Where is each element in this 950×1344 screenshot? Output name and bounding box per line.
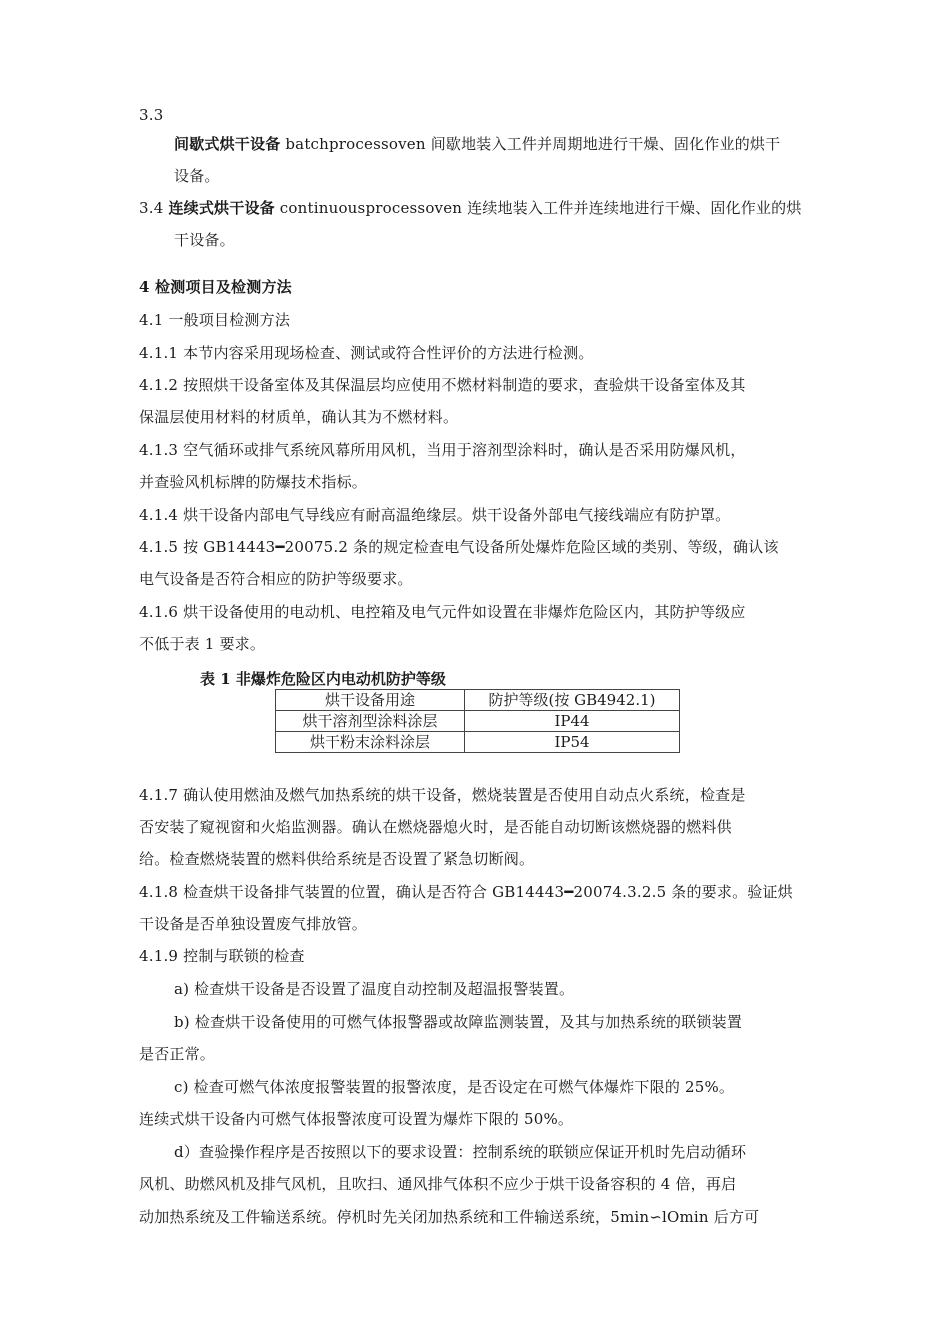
table-1 [275,689,680,753]
clause-3-4-number: 3.4 [139,199,169,217]
clause-4-1-9-heading: 4.1.9 控制与联锁的检查 [139,947,305,965]
clause-3-4-term: 连续式烘干设备 [168,199,275,217]
clause-4-1-7-line-1: 4.1.7 确认使用燃油及燃气加热系统的烘干设备，燃烧装置是否使用自动点火系统，检查是 [139,786,746,804]
clause-4-1-9-item-d-line-1: d）查验操作程序是否按照以下的要求设置：控制系统的联锁应保证开机时先启动循环 [174,1143,747,1161]
clause-4-1-5-line-2: 电气设备是否符合相应的防护等级要求。 [139,570,413,588]
clause-4-1-8-line-1: 4.1.8 检查烘干设备排气装置的位置，确认是否符合 GB14443━20074.3.2.5 条的要求。验证烘 [139,883,793,901]
clause-4-1-1: 4.1.1 本节内容采用现场检查、测试或符合性评价的方法进行检测。 [139,344,594,362]
clause-4-1-2-line-1: 4.1.2 按照烘干设备室体及其保温层均应使用不燃材料制造的要求，查验烘干设备室体及其 [139,376,746,394]
clause-4-1-3-line-2: 并查验风机标牌的防爆技术指标。 [139,473,368,491]
clause-4-1-6-line-2: 不低于表 1 要求。 [139,635,266,653]
clause-4-1-9-item-d-line-2: 风机、助燃风机及排气风机，且吹扫、通风排气体积不应少于烘干设备容积的 4 倍，再启 [139,1175,737,1193]
section-4-1-heading: 4.1 一般项目检测方法 [139,311,291,329]
clause-4-1-9-item-c-line-1: c) 检查可燃气体浓度报警装置的报警浓度，是否设定在可燃气体爆炸下限的 25%。 [174,1078,735,1096]
clause-3-4-text: continuousprocessoven 连续地装入工件并连续地进行干燥、固化作业的烘 [274,199,802,217]
clause-4-1-9-item-d-line-3: 动加热系统及工件输送系统。停机时先关闭加热系统和工件输送系统，5min∽lOmin 后方可 [139,1208,760,1226]
clause-4-1-9-item-c-line-2: 连续式烘干设备内可燃气体报警浓度可设置为爆炸下限的 50%。 [139,1110,574,1128]
clause-3-4-line-2: 干设备。 [174,231,235,249]
table-1-caption: 表 1 非爆炸危险区内电动机防护等级 [200,670,446,688]
table-header-row [276,690,680,711]
table-cell: IP44 [465,711,680,732]
table-header-cell: 防护等级(按 GB4942.1) [465,690,680,711]
clause-4-1-4: 4.1.4 烘干设备内部电气导线应有耐高温绝缘层。烘干设备外部电气接线端应有防护罩。 [139,506,731,524]
table-row [276,732,680,753]
table-cell: IP54 [465,732,680,753]
clause-4-1-9-item-b-line-2: 是否正常。 [139,1045,216,1063]
clause-4-1-5-line-1: 4.1.5 按 GB14443━20075.2 条的规定检查电气设备所处爆炸危险区域的类别、等级，确认该 [139,538,779,556]
clause-4-1-8-line-2: 干设备是否单独设置废气排放管。 [139,915,368,933]
clause-4-1-7-line-2: 否安装了窥视窗和火焰监测器。确认在燃烧器熄火时，是否能自动切断该燃烧器的燃料供 [139,818,732,836]
table-header-cell: 烘干设备用途 [276,690,465,711]
clause-3-3-term: 间歇式烘干设备 [174,135,281,153]
clause-4-1-6-line-1: 4.1.6 烘干设备使用的电动机、电控箱及电气元件如设置在非爆炸危险区内，其防护等级应 [139,603,746,621]
clause-4-1-2-line-2: 保温层使用材料的材质单，确认其为不燃材料。 [139,408,459,426]
table-row [276,711,680,732]
clause-3-3-line-1 [174,134,780,154]
section-4-heading: 4 检测项目及检测方法 [139,278,292,296]
clause-4-1-9-item-a: a) 检查烘干设备是否设置了温度自动控制及超温报警装置。 [174,980,575,998]
clause-4-1-3-line-1: 4.1.3 空气循环或排气系统风幕所用风机，当用于溶剂型涂料时，确认是否采用防爆风机， [139,441,746,459]
clause-3-3-number: 3.3 [139,106,164,124]
table-cell: 烘干粉末涂料涂层 [276,732,465,753]
clause-3-4-line-1 [139,198,802,218]
table-cell: 烘干溶剂型涂料涂层 [276,711,465,732]
clause-4-1-7-line-3: 给。检查燃烧装置的燃料供给系统是否设置了紧急切断阀。 [139,850,535,868]
clause-4-1-9-item-b-line-1: b) 检查烘干设备使用的可燃气体报警器或故障监测装置，及其与加热系统的联锁装置 [174,1013,743,1031]
clause-3-3-text: batchprocessoven 间歇地装入工件并周期地进行干燥、固化作业的烘干 [280,135,781,153]
clause-3-3-line-2: 设备。 [174,167,220,185]
